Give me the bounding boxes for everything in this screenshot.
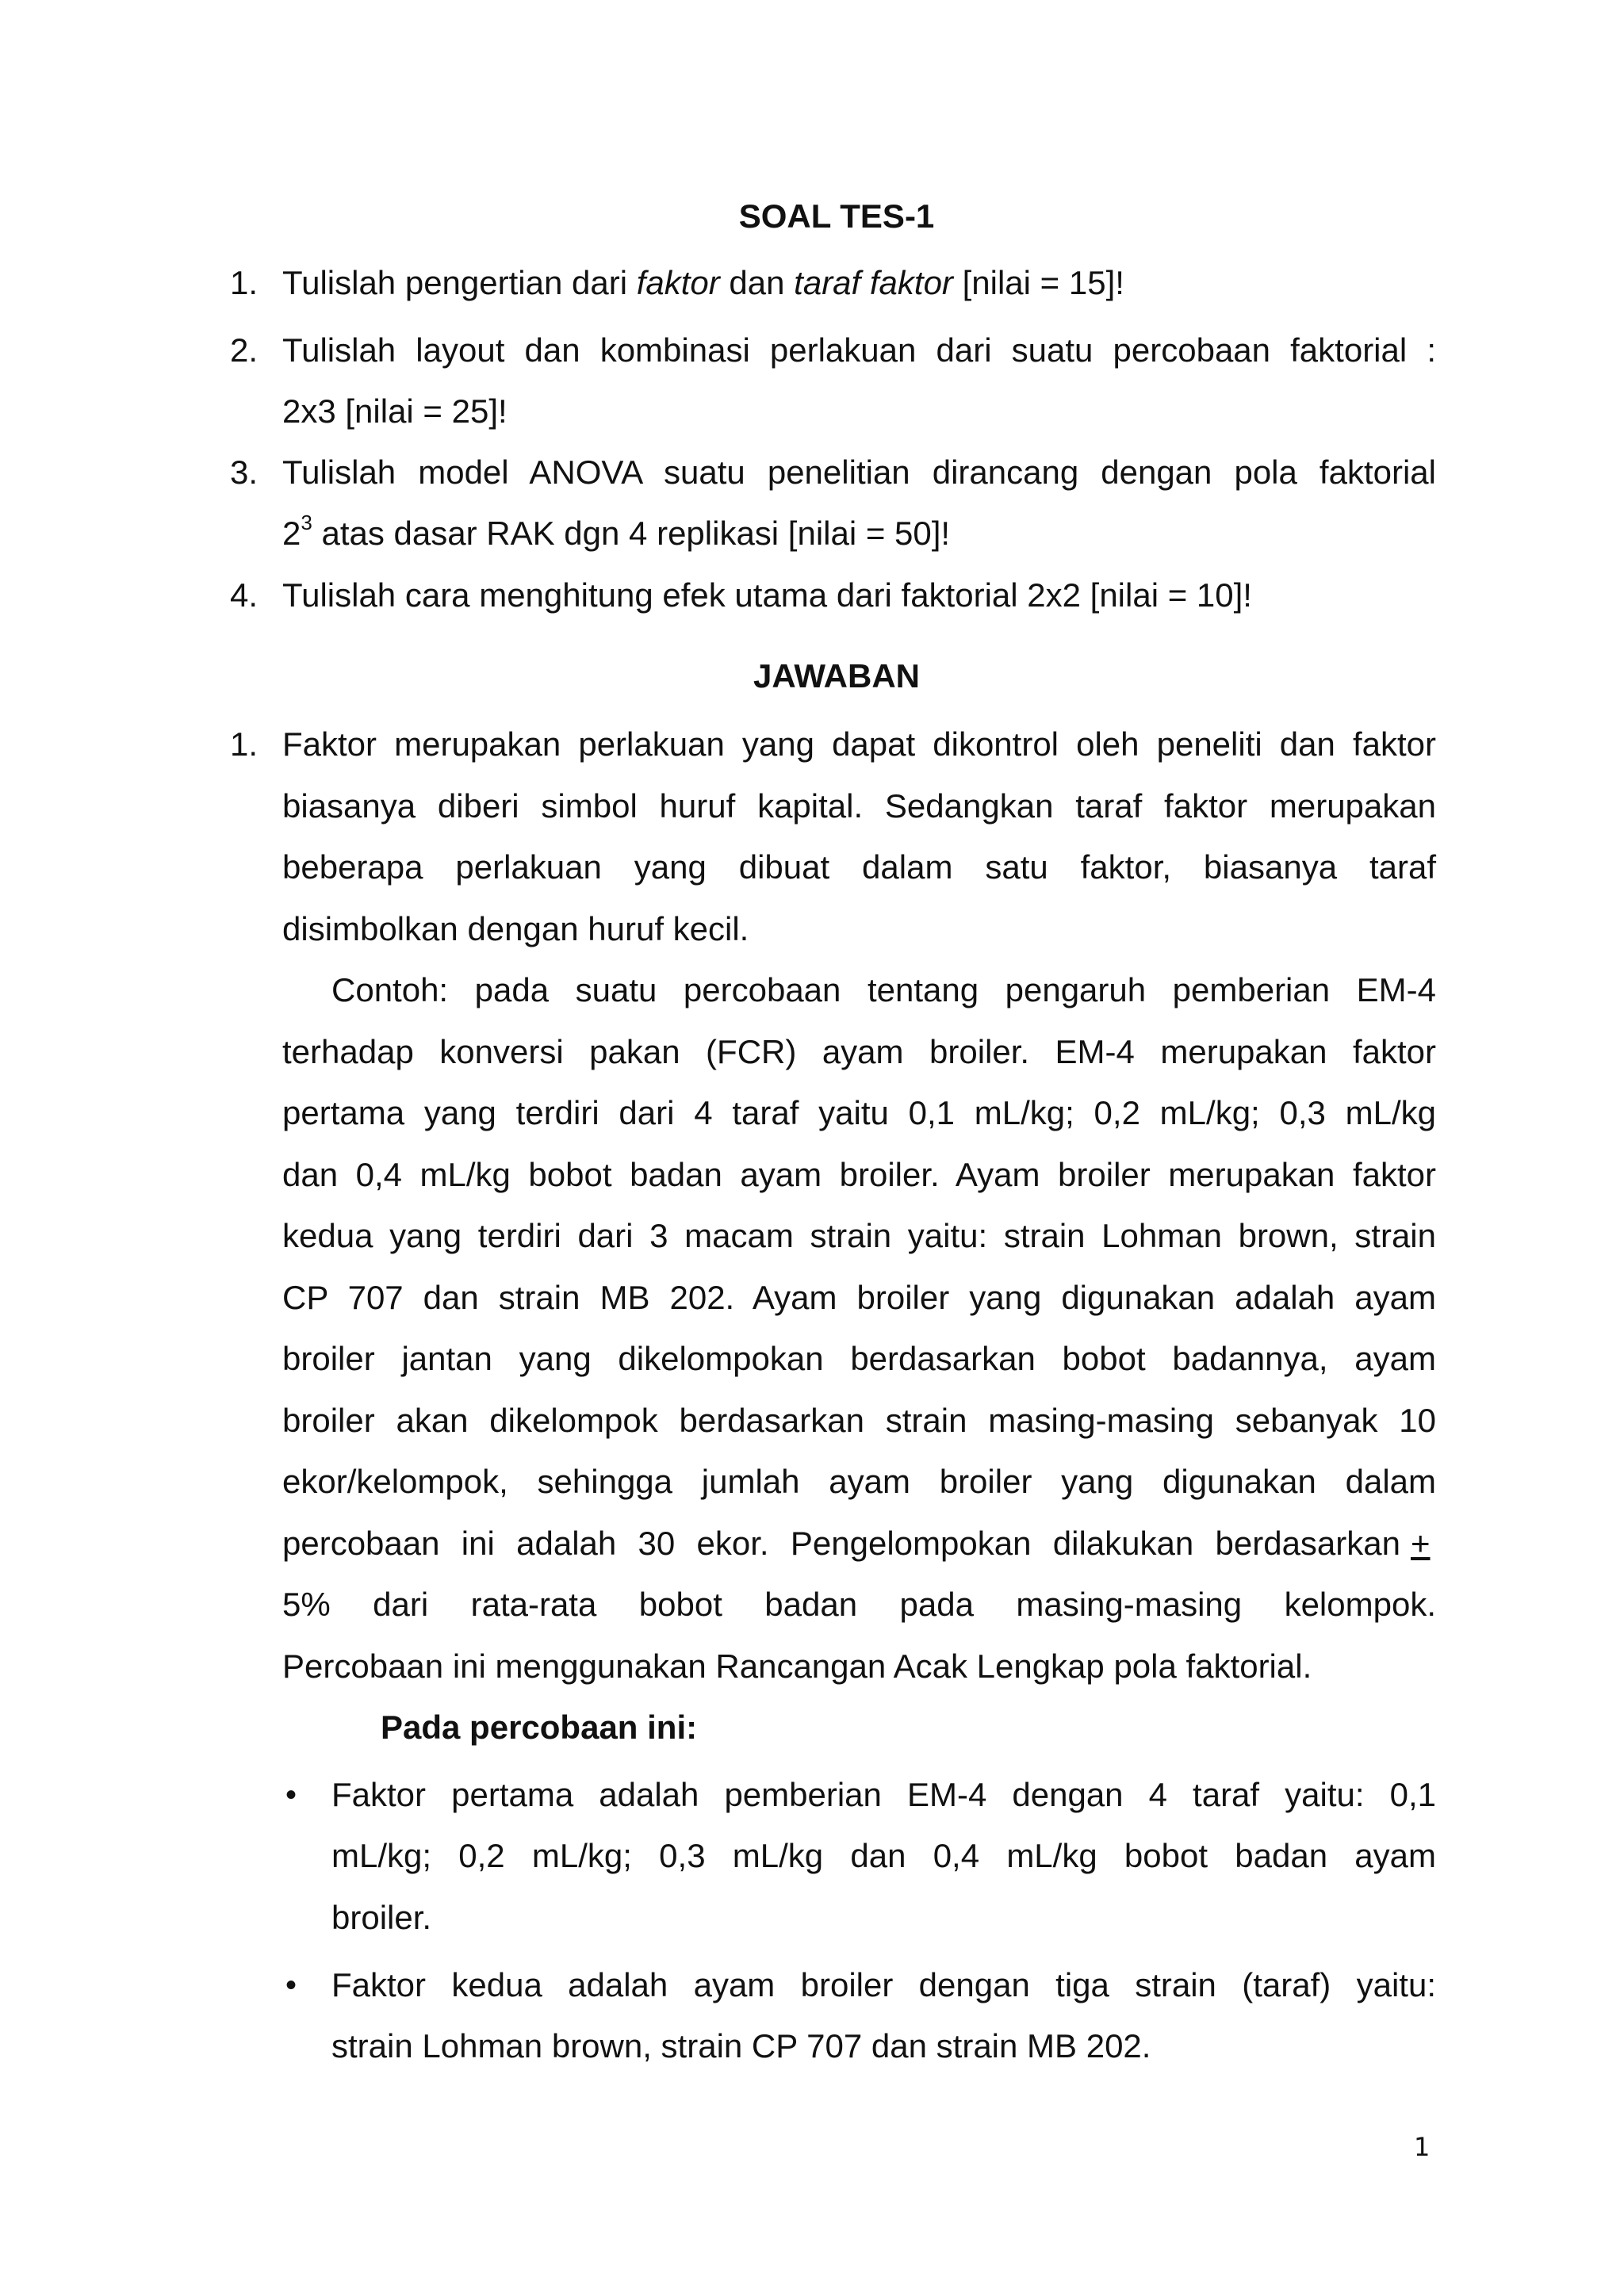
answer-text-line: 5% dari rata-rata bobot badan pada masing-masing kelompok.	[282, 1586, 1436, 1623]
answer-text-line: beberapa perlakuan yang dibuat dalam satu faktor, biasanya taraf	[282, 848, 1436, 886]
answer-1-number: 1.	[230, 725, 259, 763]
bullet-text-line: strain Lohman brown, strain CP 707 dan strain MB 202.	[331, 2027, 1151, 2064]
experiment-subheading: Pada percobaan ini:	[381, 1709, 698, 1746]
bullet-text-line: broiler.	[331, 1899, 432, 1936]
plus-minus-symbol: +	[1411, 1525, 1431, 1562]
bullet-icon: •	[285, 1777, 297, 1812]
answer-text-line: CP 707 dan strain MB 202. Ayam broiler yang digunakan adalah ayam	[282, 1279, 1436, 1316]
bullet-icon: •	[285, 1968, 297, 2003]
answer-text-line: Percobaan ini menggunakan Rancangan Acak Lengkap pola faktorial.	[282, 1647, 1312, 1685]
answer-text-line: Faktor merupakan perlakuan yang dapat dikontrol oleh peneliti dan faktor	[282, 725, 1436, 763]
page-title: SOAL TES-1	[738, 197, 935, 235]
question-4-text: Tulislah cara menghitung efek utama dari faktorial 2x2 [nilai = 10]!	[282, 576, 1252, 614]
answer-text-line: ekor/kelompok, sehingga jumlah ayam broiler yang digunakan dalam	[282, 1463, 1436, 1500]
answer-text-line: broiler jantan yang dikelompokan berdasarkan bobot badannya, ayam	[282, 1340, 1436, 1377]
answer-text-line: Contoh: pada suatu percobaan tentang pengaruh pemberian EM-4	[331, 971, 1436, 1008]
bullet-text-line: Faktor kedua adalah ayam broiler dengan tiga strain (taraf) yaitu:	[331, 1966, 1436, 2003]
answer-text-line: biasanya diberi simbol huruf kapital. Sedangkan taraf faktor merupakan	[282, 787, 1436, 825]
answer-text-line: dan 0,4 mL/kg bobot badan ayam broiler. Ayam broiler merupakan faktor	[282, 1156, 1436, 1193]
question-2-line-2: 2x3 [nilai = 25]!	[282, 392, 508, 430]
question-1-text: Tulislah pengertian dari faktor dan taraf faktor [nilai = 15]!	[282, 264, 1124, 301]
question-2-number: 2.	[230, 331, 259, 369]
page-number: 1	[1414, 2132, 1431, 2162]
question-4-number: 4.	[230, 576, 259, 614]
answer-text-line: pertama yang terdiri dari 4 taraf yaitu 0,1 mL/kg; 0,2 mL/kg; 0,3 mL/kg	[282, 1094, 1436, 1131]
question-3-line-1: Tulislah model ANOVA suatu penelitian dirancang dengan pola faktorial	[282, 453, 1436, 491]
answer-text-line: broiler akan dikelompok berdasarkan strain masing-masing sebanyak 10	[282, 1402, 1436, 1439]
question-3-number: 3.	[230, 453, 259, 491]
bullet-text-line: Faktor pertama adalah pemberian EM-4 dengan 4 taraf yaitu: 0,1	[331, 1776, 1436, 1813]
answer-text-line: kedua yang terdiri dari 3 macam strain yaitu: strain Lohman brown, strain	[282, 1217, 1436, 1254]
bullet-text-line: mL/kg; 0,2 mL/kg; 0,3 mL/kg dan 0,4 mL/kg bobot badan ayam	[331, 1837, 1436, 1874]
answer-text-line: percobaan ini adalah 30 ekor. Pengelompokan dilakukan berdasarkan	[282, 1525, 1400, 1562]
answer-heading: JAWABAN	[753, 657, 921, 695]
question-2-line-1: Tulislah layout dan kombinasi perlakuan dari suatu percobaan faktorial :	[282, 331, 1436, 369]
answer-text-line: disimbolkan dengan huruf kecil.	[282, 910, 749, 947]
question-1-number: 1.	[230, 264, 259, 301]
question-3-line-2: $2^3$ atas dasar RAK dgn 4 replikasi [nilai = 50]!	[282, 511, 951, 552]
answer-text-line: terhadap konversi pakan (FCR) ayam broiler. EM-4 merupakan faktor	[282, 1033, 1436, 1070]
